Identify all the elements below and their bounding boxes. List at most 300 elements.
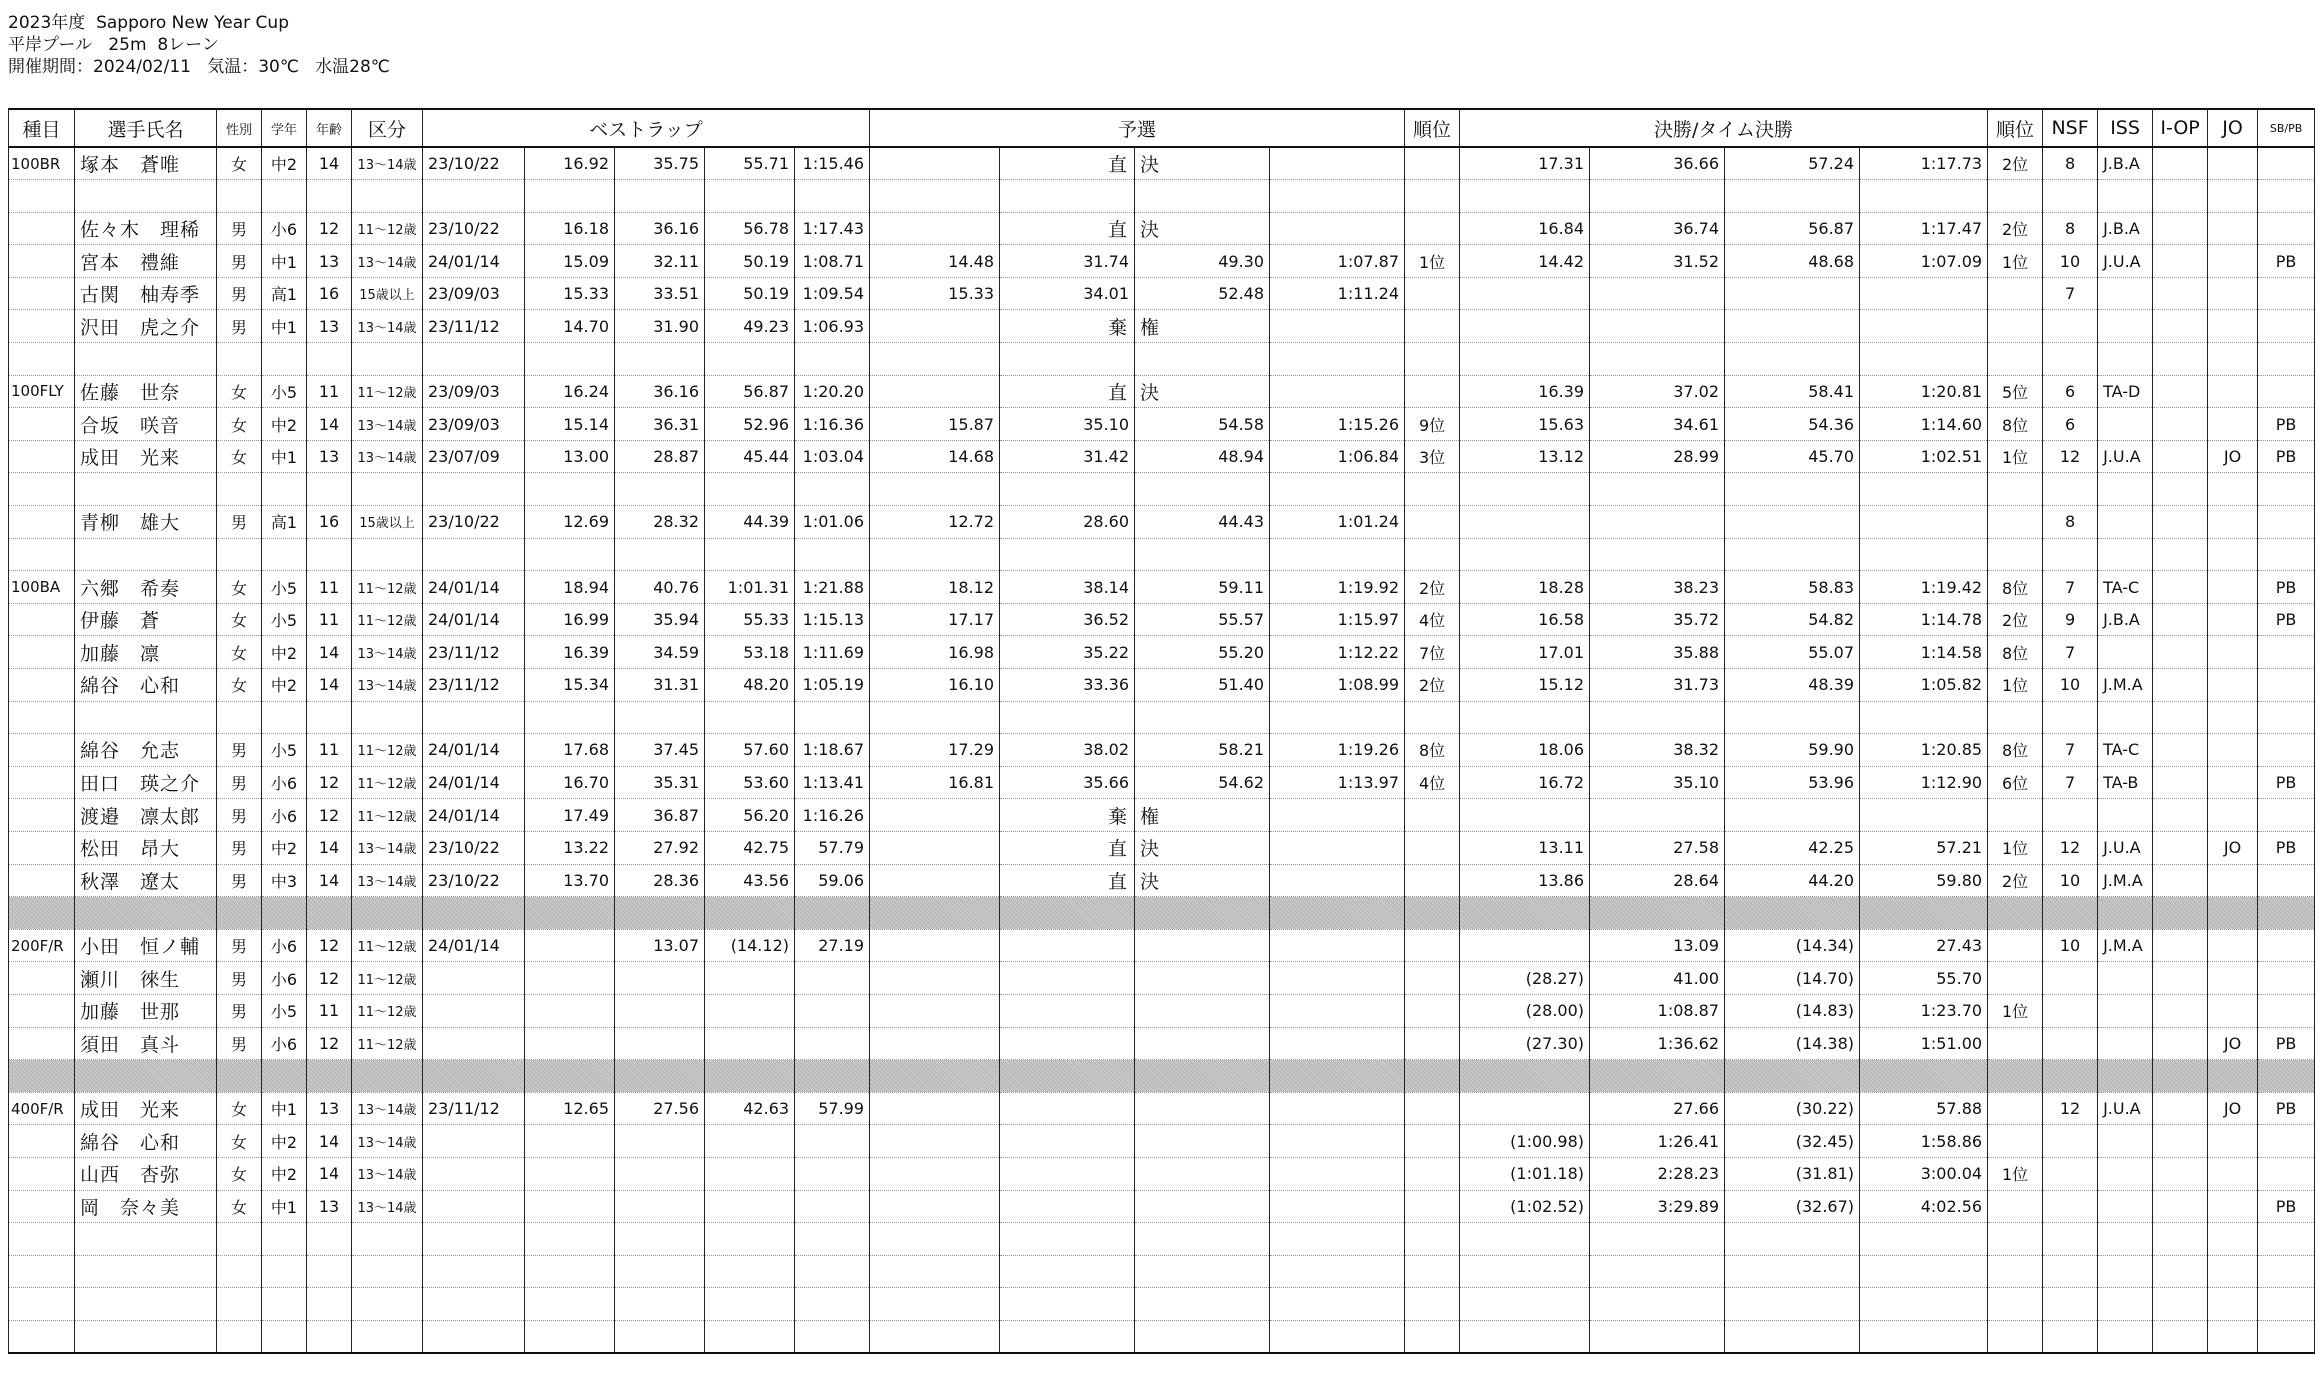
iss-cell: J.U.A — [2098, 1092, 2153, 1125]
prelim-cell — [1270, 147, 1405, 180]
best-date-cell: 23/10/22 — [423, 506, 525, 539]
nsf-cell: 12 — [2043, 831, 2098, 864]
iss-cell: J.M.A — [2098, 864, 2153, 897]
final-lap-1 — [1460, 929, 1590, 962]
empty-cell — [1860, 1060, 1988, 1093]
iss-cell: J.U.A — [2098, 831, 2153, 864]
event-cell — [9, 864, 75, 897]
final-rank — [1988, 1027, 2043, 1060]
col-final-rank: 順位 — [1988, 109, 2043, 147]
col-prelim-rank: 順位 — [1405, 109, 1460, 147]
grade-cell: 小6 — [262, 962, 307, 995]
prelim-lap-4: 1:08.99 — [1270, 669, 1405, 702]
empty-cell — [1135, 897, 1270, 930]
iop-cell — [2153, 962, 2208, 995]
empty-cell — [423, 1060, 525, 1093]
prelim-lap-1 — [870, 994, 1000, 1027]
final-lap-2: 35.10 — [1590, 766, 1725, 799]
empty-cell — [262, 473, 307, 506]
prelim-lap-2: 33.36 — [1000, 669, 1135, 702]
category-cell: 11～12歳 — [352, 734, 423, 767]
empty-cell — [352, 1255, 423, 1288]
empty-cell — [2153, 701, 2208, 734]
final-lap-3: (14.83) — [1725, 994, 1860, 1027]
empty-cell — [705, 1288, 795, 1321]
final-lap-2 — [1590, 310, 1725, 343]
table-row — [9, 212, 2315, 245]
prelim-mark-2: 決 — [1135, 864, 1270, 897]
empty-cell — [352, 538, 423, 571]
best-lap-3: 44.39 — [705, 506, 795, 539]
best-lap-1: 17.49 — [525, 799, 615, 832]
empty-cell — [1988, 1223, 2043, 1256]
sbpb-cell — [2258, 994, 2315, 1027]
jo-cell — [2208, 929, 2258, 962]
sbpb-cell: PB — [2258, 1092, 2315, 1125]
prelim-lap-1 — [870, 1125, 1000, 1158]
iss-cell: J.B.A — [2098, 212, 2153, 245]
empty-cell — [1860, 1288, 1988, 1321]
empty-cell — [262, 1255, 307, 1288]
best-date-cell: 23/09/03 — [423, 375, 525, 408]
final-lap-1: (1:00.98) — [1460, 1125, 1590, 1158]
final-lap-2: 27.66 — [1590, 1092, 1725, 1125]
empty-cell — [870, 1288, 1000, 1321]
empty-cell — [75, 473, 217, 506]
grade-cell: 高1 — [262, 506, 307, 539]
category-cell: 11～12歳 — [352, 994, 423, 1027]
final-lap-3: 44.20 — [1725, 864, 1860, 897]
empty-cell — [75, 1255, 217, 1288]
iop-cell — [2153, 603, 2208, 636]
age-cell: 14 — [307, 147, 352, 180]
table-row — [9, 1190, 2315, 1223]
prelim-cell — [1270, 799, 1405, 832]
final-lap-1 — [1460, 310, 1590, 343]
final-lap-2: 1:26.41 — [1590, 1125, 1725, 1158]
best-date-cell — [423, 1125, 525, 1158]
empty-cell — [1270, 897, 1405, 930]
final-lap-4: 1:07.09 — [1860, 245, 1988, 278]
final-lap-3: 48.39 — [1725, 669, 1860, 702]
prelim-rank — [1405, 1092, 1460, 1125]
final-rank: 1位 — [1988, 994, 2043, 1027]
prelim-lap-1: 12.72 — [870, 506, 1000, 539]
empty-cell — [75, 1320, 217, 1353]
empty-cell — [1725, 1060, 1860, 1093]
empty-cell — [1135, 473, 1270, 506]
best-lap-3: (14.12) — [705, 929, 795, 962]
final-lap-2: 27.58 — [1590, 831, 1725, 864]
best-lap-1 — [525, 1190, 615, 1223]
event-cell — [9, 1027, 75, 1060]
prelim-lap-3: 52.48 — [1135, 277, 1270, 310]
best-lap-3: 42.63 — [705, 1092, 795, 1125]
prelim-cell — [870, 864, 1000, 897]
category-cell: 11～12歳 — [352, 1027, 423, 1060]
iss-cell — [2098, 994, 2153, 1027]
empty-cell — [2258, 1060, 2315, 1093]
empty-cell — [615, 180, 705, 213]
empty-cell — [1460, 1255, 1590, 1288]
empty-cell — [9, 538, 75, 571]
sex-cell: 男 — [217, 506, 262, 539]
empty-cell — [1460, 1060, 1590, 1093]
final-lap-1: 16.84 — [1460, 212, 1590, 245]
empty-cell — [307, 1320, 352, 1353]
prelim-mark-2: 権 — [1135, 310, 1270, 343]
event-cell — [9, 734, 75, 767]
empty-cell — [262, 180, 307, 213]
final-lap-1: 18.28 — [1460, 571, 1590, 604]
nsf-cell — [2043, 1190, 2098, 1223]
prelim-lap-3: 58.21 — [1135, 734, 1270, 767]
iop-cell — [2153, 375, 2208, 408]
sex-cell: 男 — [217, 1027, 262, 1060]
category-cell: 11～12歳 — [352, 571, 423, 604]
final-lap-2: 38.23 — [1590, 571, 1725, 604]
prelim-mark-1: 直 — [1000, 147, 1135, 180]
empty-cell — [1725, 1320, 1860, 1353]
prelim-lap-2 — [1000, 1092, 1135, 1125]
event-cell — [9, 1190, 75, 1223]
category-cell: 15歳以上 — [352, 506, 423, 539]
final-lap-3: (32.67) — [1725, 1190, 1860, 1223]
prelim-lap-2: 35.66 — [1000, 766, 1135, 799]
date-weather-line: 開催期間：2024/02/11 気温：30℃ 水温28℃ — [8, 57, 390, 77]
final-rank: 8位 — [1988, 636, 2043, 669]
best-date-cell: 24/01/14 — [423, 571, 525, 604]
age-cell: 12 — [307, 1027, 352, 1060]
nsf-cell: 6 — [2043, 408, 2098, 441]
age-cell: 14 — [307, 864, 352, 897]
age-cell: 11 — [307, 994, 352, 1027]
table-row — [9, 603, 2315, 636]
best-lap-4 — [795, 994, 870, 1027]
prelim-lap-1: 17.17 — [870, 603, 1000, 636]
best-lap-1: 16.39 — [525, 636, 615, 669]
grade-cell: 中3 — [262, 864, 307, 897]
final-lap-3: 54.36 — [1725, 408, 1860, 441]
table-row — [9, 864, 2315, 897]
final-rank: 8位 — [1988, 571, 2043, 604]
empty-cell — [2208, 538, 2258, 571]
empty-cell — [795, 1223, 870, 1256]
final-lap-2: 34.61 — [1590, 408, 1725, 441]
empty-cell — [1988, 1060, 2043, 1093]
prelim-lap-1: 15.87 — [870, 408, 1000, 441]
empty-cell — [217, 538, 262, 571]
sbpb-cell — [2258, 212, 2315, 245]
prelim-lap-4 — [1270, 1092, 1405, 1125]
best-lap-2: 27.56 — [615, 1092, 705, 1125]
final-lap-1 — [1460, 799, 1590, 832]
col-iss: ISS — [2098, 109, 2153, 147]
best-date-cell: 24/01/14 — [423, 734, 525, 767]
prelim-lap-4 — [1270, 994, 1405, 1027]
final-lap-2: 31.52 — [1590, 245, 1725, 278]
empty-cell — [705, 343, 795, 376]
sex-cell: 男 — [217, 962, 262, 995]
jo-cell — [2208, 669, 2258, 702]
sex-cell: 女 — [217, 1092, 262, 1125]
grade-cell: 小5 — [262, 375, 307, 408]
final-lap-2: 38.32 — [1590, 734, 1725, 767]
best-lap-1 — [525, 1157, 615, 1190]
iss-cell — [2098, 799, 2153, 832]
empty-cell — [9, 343, 75, 376]
final-lap-1 — [1460, 277, 1590, 310]
sex-cell: 女 — [217, 1190, 262, 1223]
best-lap-1: 15.09 — [525, 245, 615, 278]
empty-cell — [75, 897, 217, 930]
best-date-cell — [423, 962, 525, 995]
iss-cell — [2098, 962, 2153, 995]
blank-row — [9, 343, 2315, 376]
category-cell: 13～14歳 — [352, 310, 423, 343]
final-lap-1: (27.30) — [1460, 1027, 1590, 1060]
empty-cell — [1135, 1060, 1270, 1093]
empty-cell — [615, 343, 705, 376]
final-lap-2: 36.66 — [1590, 147, 1725, 180]
category-cell: 13～14歳 — [352, 1157, 423, 1190]
best-date-cell: 23/10/22 — [423, 212, 525, 245]
prelim-lap-3 — [1135, 1027, 1270, 1060]
iss-cell: TA-B — [2098, 766, 2153, 799]
best-lap-2 — [615, 962, 705, 995]
empty-cell — [2153, 1060, 2208, 1093]
sex-cell: 男 — [217, 994, 262, 1027]
best-lap-4: 57.99 — [795, 1092, 870, 1125]
best-lap-1 — [525, 929, 615, 962]
swimmer-name: 田口 瑛之介 — [75, 766, 217, 799]
grade-cell: 中2 — [262, 408, 307, 441]
final-lap-2: 28.64 — [1590, 864, 1725, 897]
best-lap-3: 55.71 — [705, 147, 795, 180]
best-lap-3: 55.33 — [705, 603, 795, 636]
empty-cell — [1860, 1255, 1988, 1288]
empty-cell — [1135, 1223, 1270, 1256]
best-date-cell: 23/10/22 — [423, 831, 525, 864]
table-row — [9, 408, 2315, 441]
age-cell: 13 — [307, 440, 352, 473]
best-lap-4: 1:21.88 — [795, 571, 870, 604]
empty-cell — [1405, 1223, 1460, 1256]
prelim-rank — [1405, 212, 1460, 245]
empty-cell — [615, 1320, 705, 1353]
swimmer-name: 成田 光来 — [75, 440, 217, 473]
sbpb-cell — [2258, 147, 2315, 180]
iop-cell — [2153, 929, 2208, 962]
venue-line: 平岸プール 25m 8レーン — [8, 35, 219, 55]
empty-cell — [1860, 180, 1988, 213]
empty-cell — [705, 1320, 795, 1353]
grade-cell: 小6 — [262, 1027, 307, 1060]
empty-cell — [217, 473, 262, 506]
empty-cell — [1405, 473, 1460, 506]
final-rank: 2位 — [1988, 603, 2043, 636]
age-cell: 13 — [307, 1092, 352, 1125]
final-lap-2: 31.73 — [1590, 669, 1725, 702]
prelim-rank: 4位 — [1405, 603, 1460, 636]
empty-cell — [2098, 1060, 2153, 1093]
prelim-lap-1 — [870, 929, 1000, 962]
iss-cell — [2098, 1027, 2153, 1060]
empty-cell — [795, 180, 870, 213]
empty-cell — [9, 1060, 75, 1093]
empty-cell — [2153, 1288, 2208, 1321]
nsf-cell: 7 — [2043, 766, 2098, 799]
prelim-lap-1: 16.98 — [870, 636, 1000, 669]
empty-cell — [2098, 701, 2153, 734]
sbpb-cell — [2258, 310, 2315, 343]
prelim-lap-1 — [870, 1157, 1000, 1190]
final-lap-1: 13.86 — [1460, 864, 1590, 897]
nsf-cell: 7 — [2043, 636, 2098, 669]
empty-cell — [795, 538, 870, 571]
empty-cell — [1270, 701, 1405, 734]
best-date-cell: 23/11/12 — [423, 310, 525, 343]
category-cell: 11～12歳 — [352, 799, 423, 832]
best-lap-4: 1:16.36 — [795, 408, 870, 441]
final-lap-1: 14.42 — [1460, 245, 1590, 278]
prelim-lap-2 — [1000, 1157, 1135, 1190]
grade-cell: 中1 — [262, 1092, 307, 1125]
empty-cell — [705, 1255, 795, 1288]
empty-cell — [1725, 701, 1860, 734]
best-lap-4: 1:17.43 — [795, 212, 870, 245]
iss-cell — [2098, 1157, 2153, 1190]
jo-cell: JO — [2208, 440, 2258, 473]
empty-cell — [615, 473, 705, 506]
category-cell: 13～14歳 — [352, 636, 423, 669]
prelim-rank: 3位 — [1405, 440, 1460, 473]
empty-cell — [423, 343, 525, 376]
best-lap-1: 13.00 — [525, 440, 615, 473]
blank-row — [9, 1223, 2315, 1256]
jo-cell — [2208, 147, 2258, 180]
best-date-cell: 23/11/12 — [423, 636, 525, 669]
empty-cell — [1000, 343, 1135, 376]
swimmer-name: 瀬川 徠生 — [75, 962, 217, 995]
best-lap-2: 27.92 — [615, 831, 705, 864]
prelim-rank — [1405, 147, 1460, 180]
best-lap-2: 28.87 — [615, 440, 705, 473]
prelim-cell — [870, 831, 1000, 864]
empty-cell — [262, 1223, 307, 1256]
sbpb-cell — [2258, 799, 2315, 832]
prelim-lap-1: 14.68 — [870, 440, 1000, 473]
final-lap-1: 17.01 — [1460, 636, 1590, 669]
empty-cell — [1270, 1320, 1405, 1353]
results-table — [8, 108, 2315, 1354]
final-lap-4: 1:51.00 — [1860, 1027, 1988, 1060]
best-lap-4: 1:09.54 — [795, 277, 870, 310]
best-lap-2 — [615, 994, 705, 1027]
final-lap-3 — [1725, 310, 1860, 343]
best-lap-3: 57.60 — [705, 734, 795, 767]
swimmer-name: 綿谷 心和 — [75, 669, 217, 702]
empty-cell — [217, 1255, 262, 1288]
empty-cell — [1135, 1255, 1270, 1288]
event-cell: 100FLY — [9, 375, 75, 408]
prelim-lap-1: 18.12 — [870, 571, 1000, 604]
empty-cell — [1000, 701, 1135, 734]
sbpb-cell: PB — [2258, 766, 2315, 799]
final-lap-2: 37.02 — [1590, 375, 1725, 408]
final-lap-4 — [1860, 799, 1988, 832]
final-lap-3: 48.68 — [1725, 245, 1860, 278]
sbpb-cell — [2258, 1125, 2315, 1158]
best-lap-4: 1:18.67 — [795, 734, 870, 767]
col-prelim: 予選 — [870, 109, 1405, 147]
table-row — [9, 831, 2315, 864]
best-lap-2: 28.36 — [615, 864, 705, 897]
empty-cell — [1405, 343, 1460, 376]
best-lap-4: 57.79 — [795, 831, 870, 864]
jo-cell — [2208, 277, 2258, 310]
prelim-mark-1: 直 — [1000, 831, 1135, 864]
final-lap-4: 57.21 — [1860, 831, 1988, 864]
category-cell: 11～12歳 — [352, 962, 423, 995]
best-date-cell: 24/01/14 — [423, 245, 525, 278]
prelim-lap-4: 1:15.26 — [1270, 408, 1405, 441]
sex-cell: 女 — [217, 636, 262, 669]
sex-cell: 女 — [217, 1157, 262, 1190]
prelim-lap-2: 35.22 — [1000, 636, 1135, 669]
prelim-lap-1: 15.33 — [870, 277, 1000, 310]
prelim-rank — [1405, 277, 1460, 310]
event-cell: 100BR — [9, 147, 75, 180]
empty-cell — [1590, 897, 1725, 930]
event-cell — [9, 831, 75, 864]
empty-cell — [307, 180, 352, 213]
prelim-lap-2: 36.52 — [1000, 603, 1135, 636]
empty-cell — [705, 1223, 795, 1256]
grade-cell: 高1 — [262, 277, 307, 310]
prelim-lap-2 — [1000, 929, 1135, 962]
best-lap-2 — [615, 1125, 705, 1158]
final-lap-2 — [1590, 277, 1725, 310]
grade-cell: 中2 — [262, 1125, 307, 1158]
empty-cell — [705, 473, 795, 506]
category-cell: 13～14歳 — [352, 831, 423, 864]
age-cell: 11 — [307, 734, 352, 767]
table-row — [9, 766, 2315, 799]
empty-cell — [217, 1060, 262, 1093]
empty-cell — [1270, 473, 1405, 506]
best-lap-1: 16.92 — [525, 147, 615, 180]
prelim-rank: 2位 — [1405, 571, 1460, 604]
empty-cell — [795, 1288, 870, 1321]
prelim-rank — [1405, 1190, 1460, 1223]
final-lap-3: (14.70) — [1725, 962, 1860, 995]
iss-cell: J.B.A — [2098, 603, 2153, 636]
empty-cell — [352, 473, 423, 506]
empty-cell — [1725, 1255, 1860, 1288]
empty-cell — [1000, 180, 1135, 213]
final-rank — [1988, 310, 2043, 343]
final-rank: 5位 — [1988, 375, 2043, 408]
table-row — [9, 799, 2315, 832]
iop-cell — [2153, 1027, 2208, 1060]
final-lap-4: 1:02.51 — [1860, 440, 1988, 473]
event-cell — [9, 277, 75, 310]
best-lap-1: 16.99 — [525, 603, 615, 636]
prelim-cell — [870, 799, 1000, 832]
category-cell: 11～12歳 — [352, 603, 423, 636]
final-lap-4: 1:20.81 — [1860, 375, 1988, 408]
